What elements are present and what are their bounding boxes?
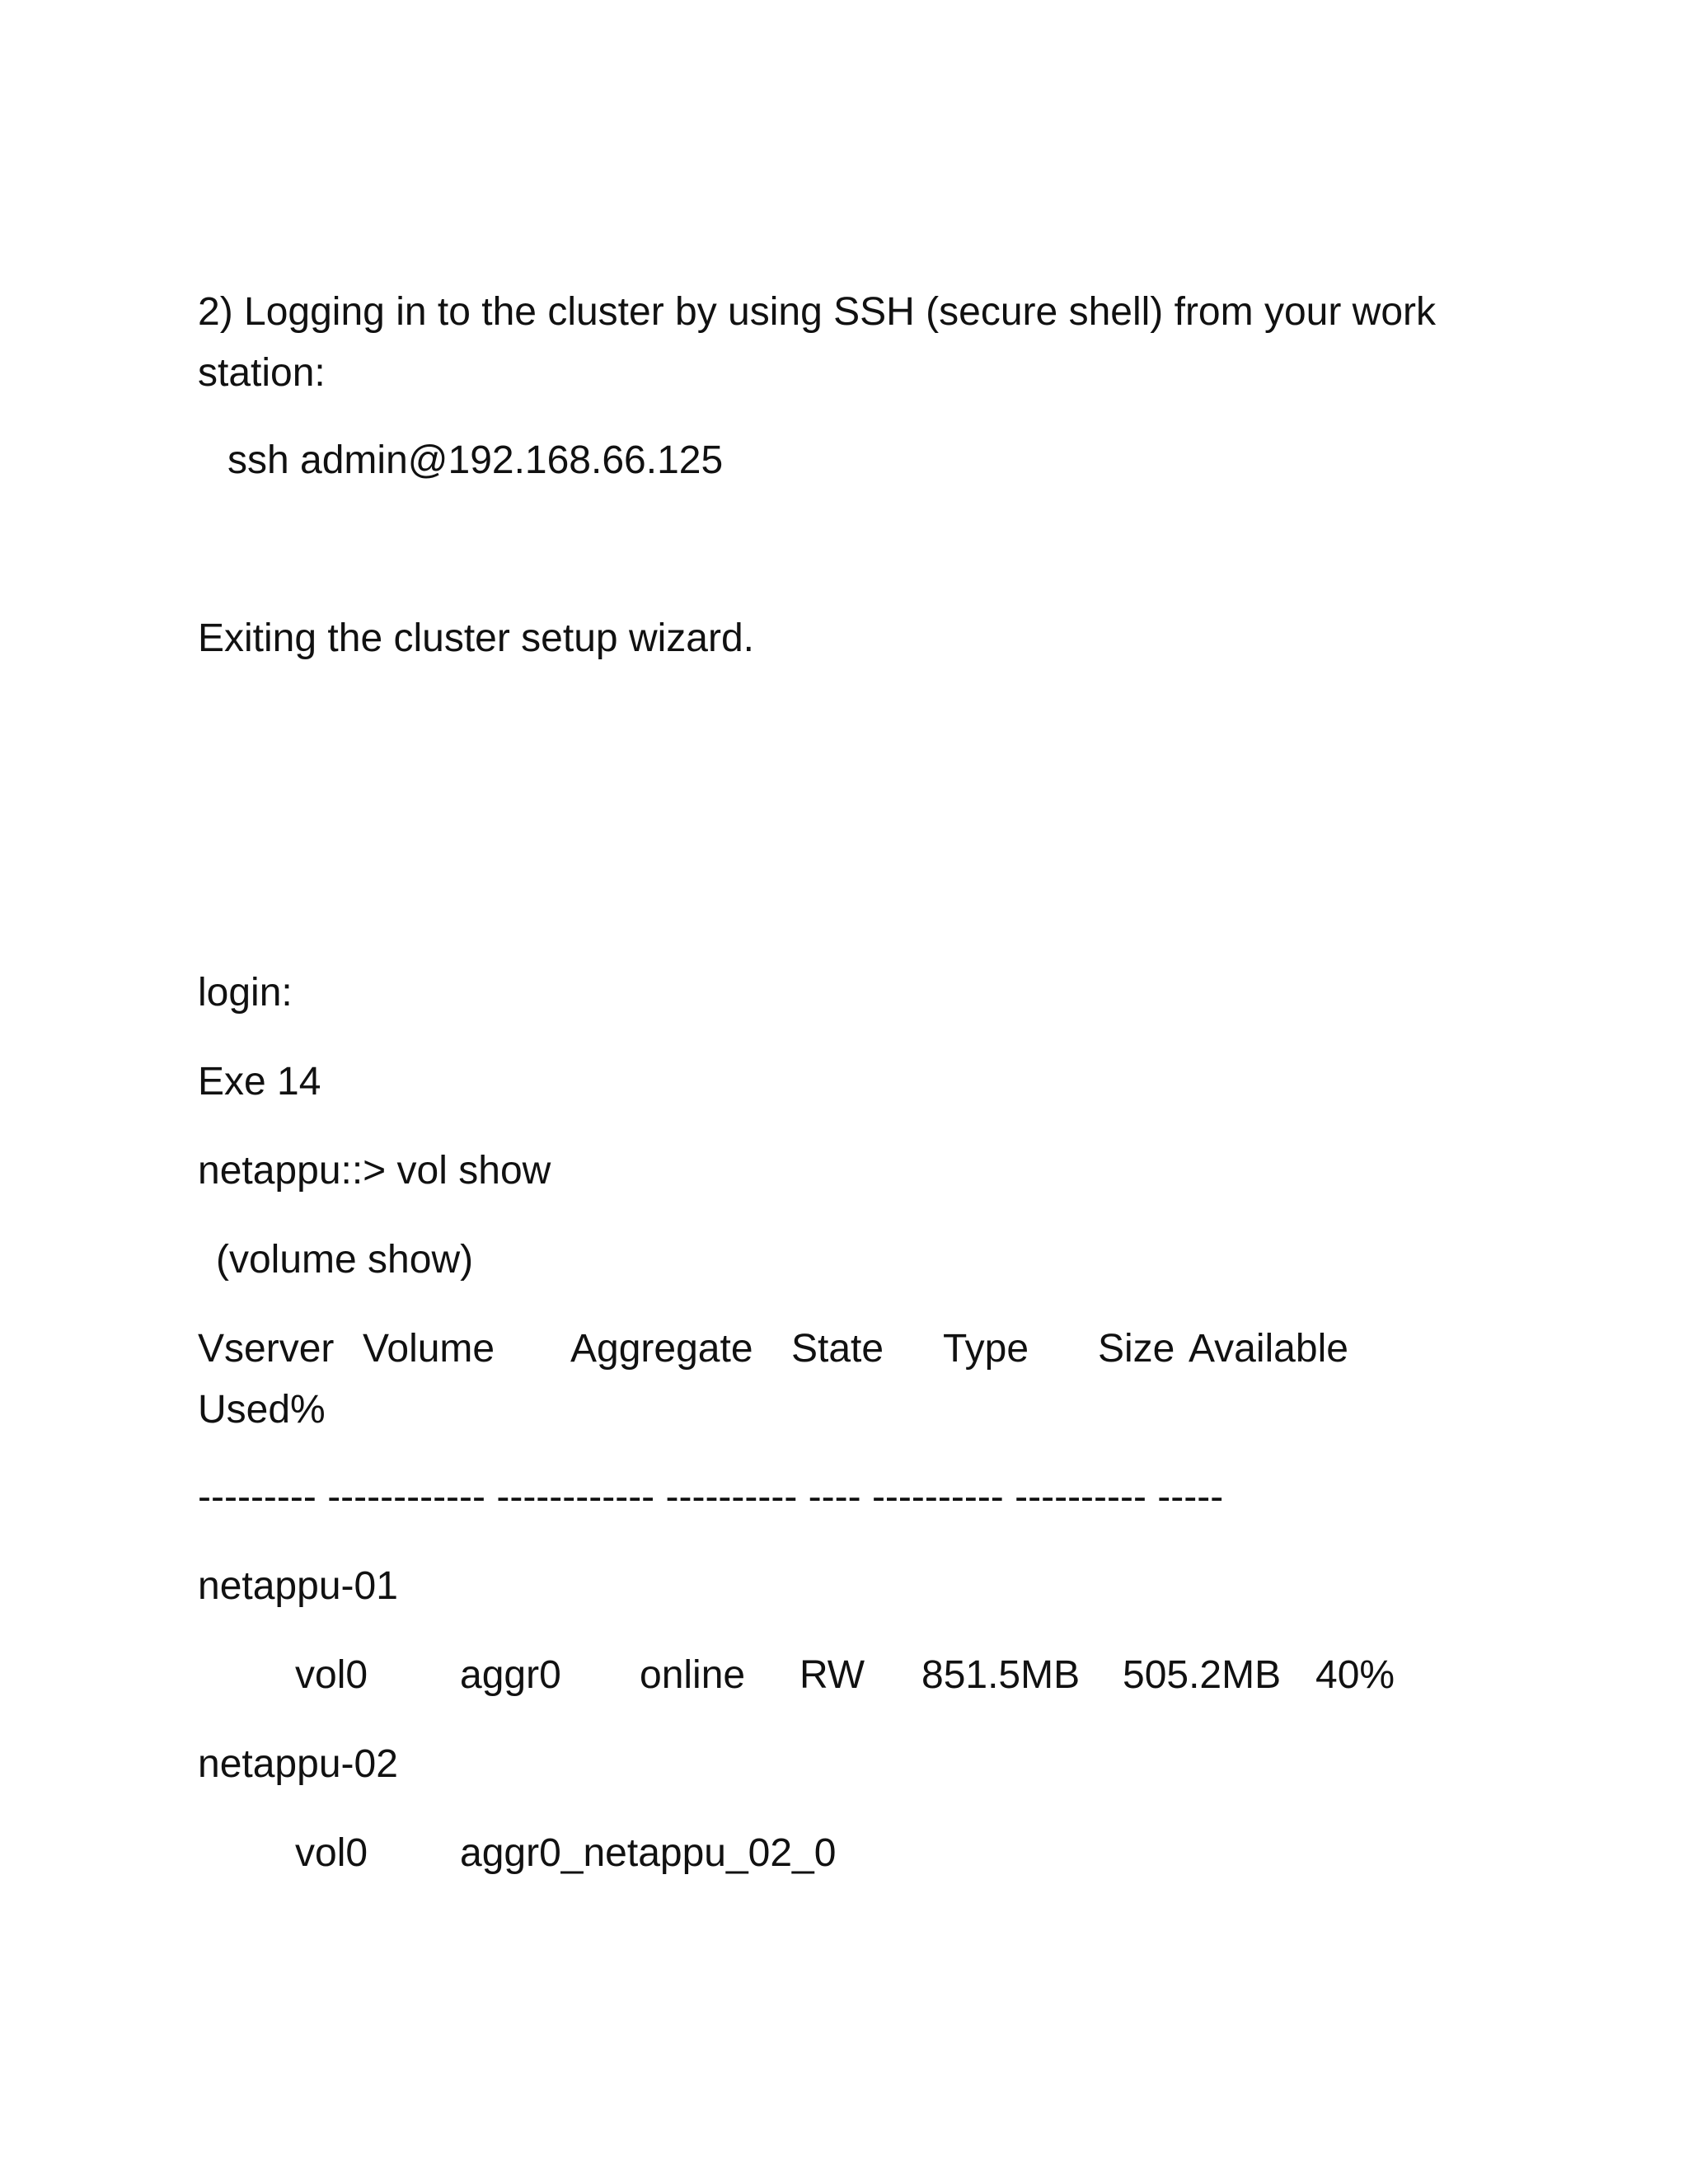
header-volume: Volume [363,1327,495,1371]
exit-message: Exiting the cluster setup wizard. [198,616,754,660]
heading-line-2: station: [198,351,326,395]
prompt-command: netappu::> vol show [198,1149,551,1193]
table-separator: --------- ------------ ------------ ---------- ---- ---------- ---------- ----- [198,1475,1224,1519]
header-type: Type [943,1327,1029,1371]
heading-line-1: 2) Logging in to the cluster by using SSH (secure shell) from your work [198,290,1436,334]
header-aggregate: Aggregate [570,1327,753,1371]
header-size: Size [1098,1327,1175,1371]
header-vserver: Vserver [198,1327,335,1371]
header-state: State [791,1327,884,1371]
cell-size: 851.5MB [921,1653,1081,1697]
cell-volume: vol0 [295,1831,368,1875]
header-available: Available [1189,1327,1348,1371]
cell-aggregate: aggr0 [460,1653,561,1697]
cell-type: RW [799,1653,865,1697]
vserver-name: netappu-02 [198,1742,398,1786]
login-label: login: [198,971,293,1015]
ssh-command: ssh admin@192.168.66.125 [227,438,724,482]
header-used-percent: Used% [198,1388,326,1432]
vserver-name: netappu-01 [198,1564,398,1608]
cell-state: online [640,1653,746,1697]
cell-available: 505.2MB [1123,1653,1282,1697]
cell-used-percent: 40% [1315,1653,1395,1697]
cell-volume: vol0 [295,1653,368,1697]
command-expansion: (volume show) [216,1238,474,1282]
exercise-label: Exe 14 [198,1060,321,1104]
cell-aggregate: aggr0_netappu_02_0 [460,1831,837,1875]
